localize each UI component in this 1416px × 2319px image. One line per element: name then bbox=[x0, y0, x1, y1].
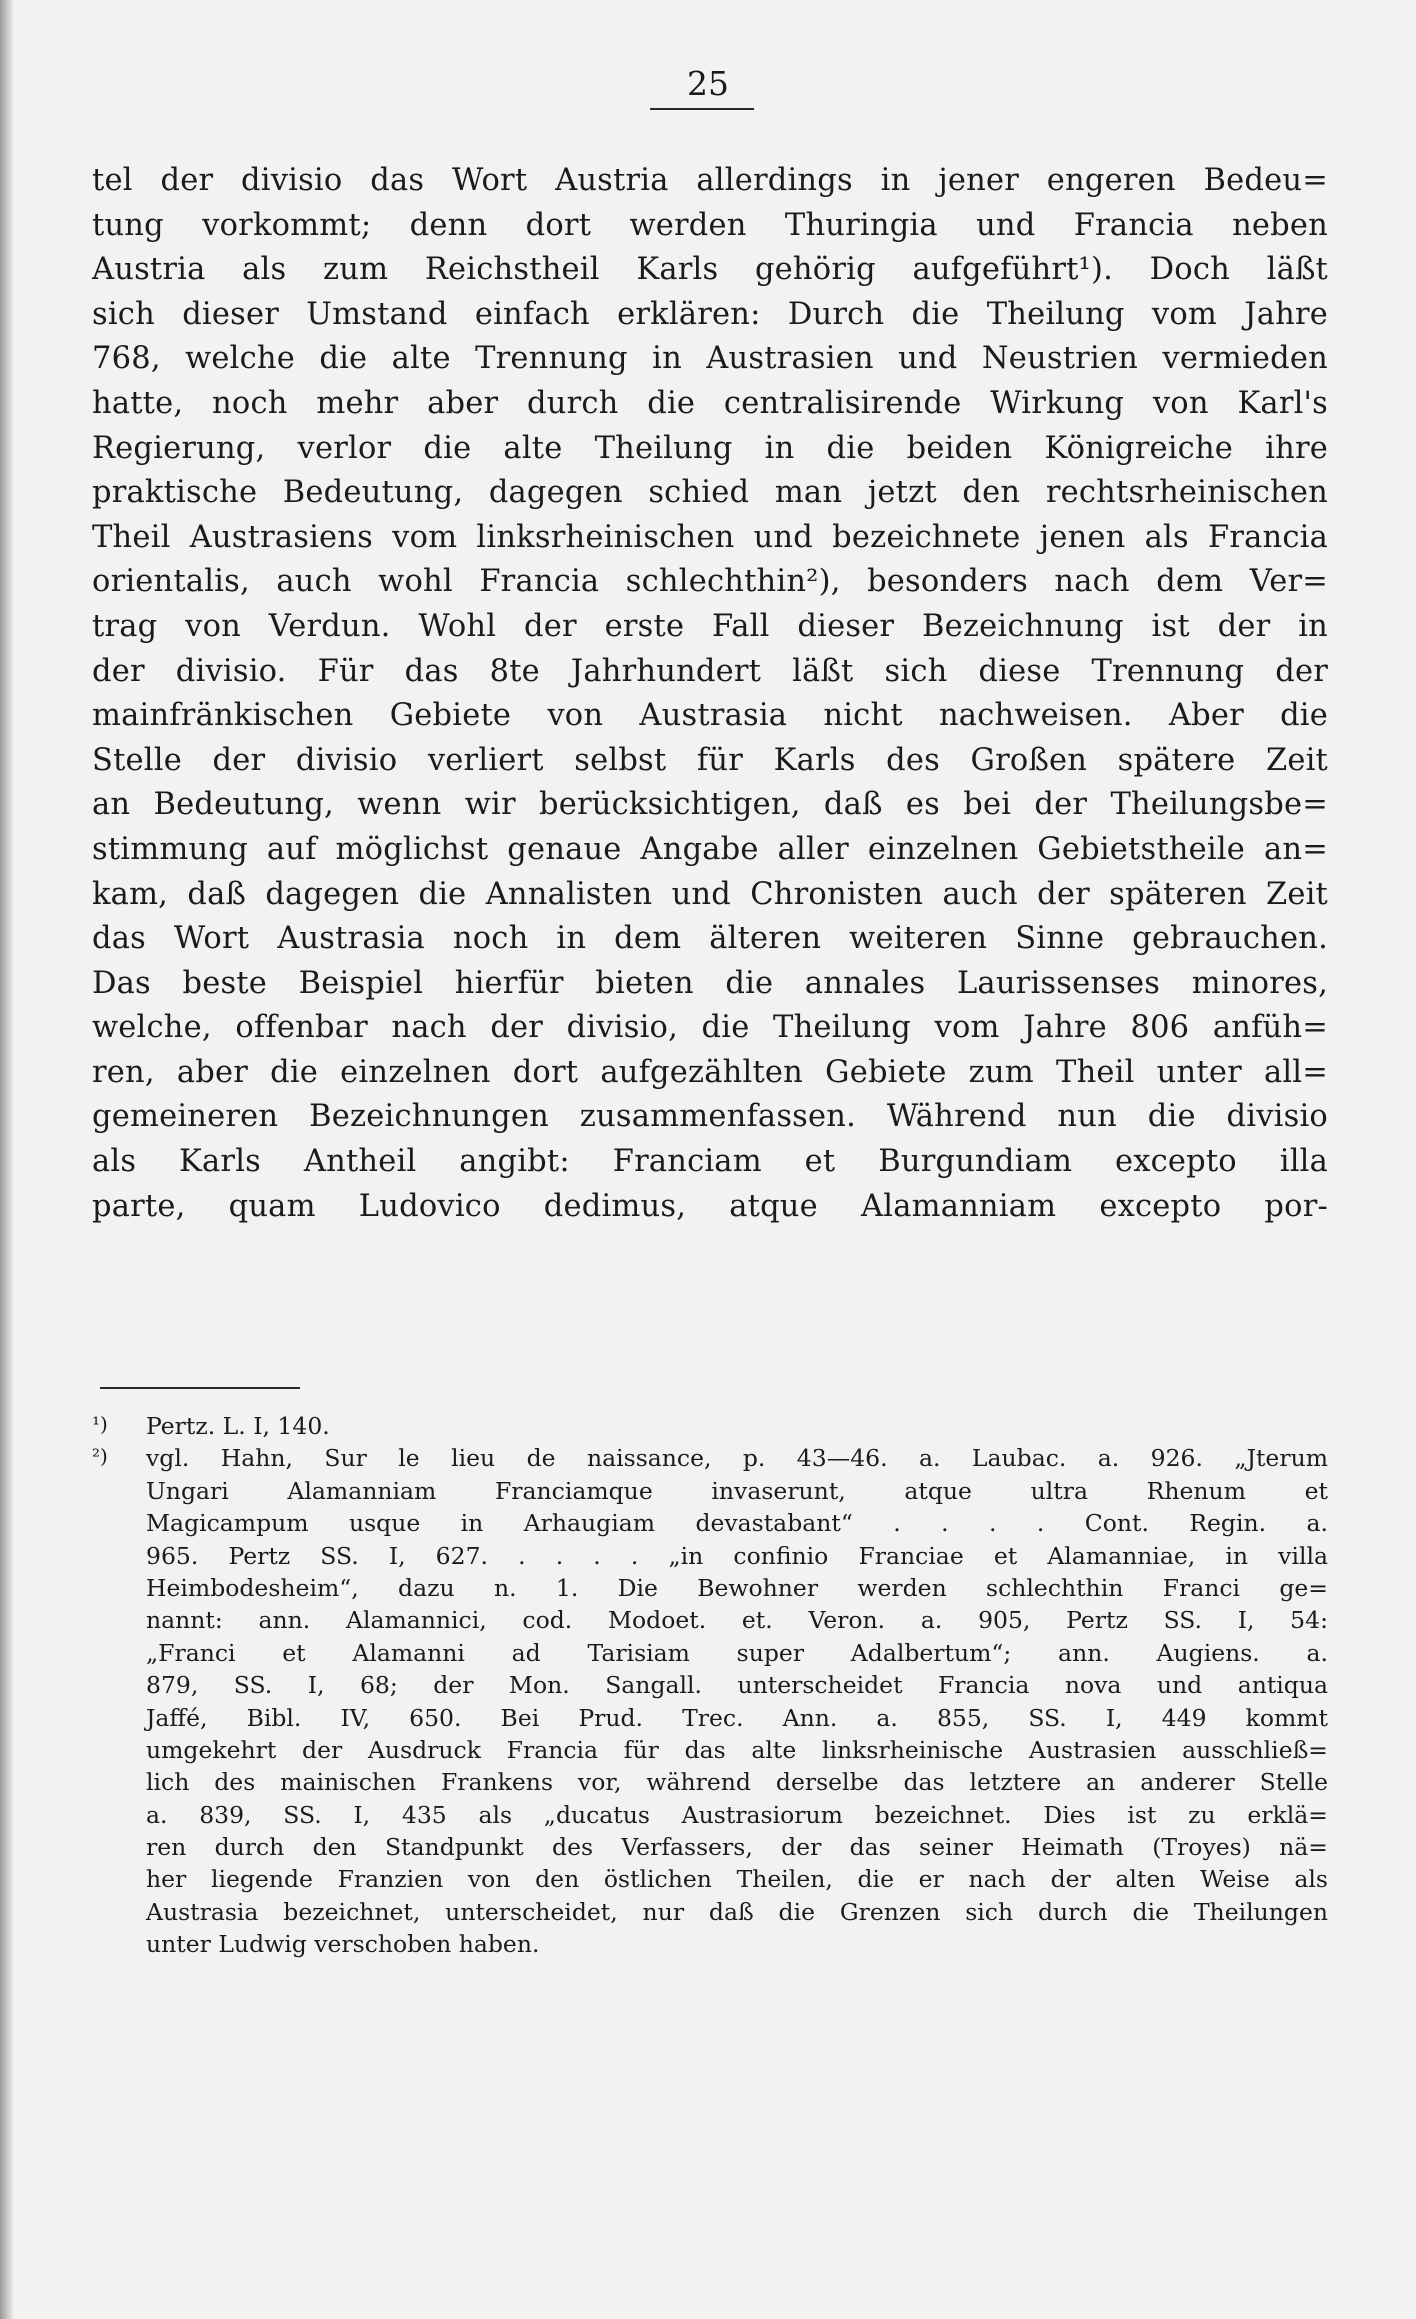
page-number: 25 bbox=[687, 64, 729, 103]
footnote-line: Ungari Alamanniam Franciamque invaserunt, atque ultra Rhenum et bbox=[146, 1476, 1328, 1505]
footnote-1 bbox=[92, 1410, 1328, 1442]
footnote-line: unter Ludwig verschoben haben. bbox=[146, 1930, 540, 1959]
body-line: mainfränkischen Gebiete von Austrasia nicht nachweisen. Aber die bbox=[92, 698, 1328, 734]
body-line: ren, aber die einzelnen dort aufgezählten Gebiete zum Theil unter all= bbox=[92, 1054, 1328, 1090]
body-line: als Karls Antheil angibt: Franciam et Burgundiam excepto illa bbox=[92, 1144, 1328, 1180]
footnote-line: her liegende Franzien von den östlichen Theilen, die er nach der alten Weise als bbox=[146, 1865, 1328, 1894]
footnote-line: 965. Pertz SS. I, 627. . . . . „in confinio Franciae et Alamanniae, in villa bbox=[146, 1541, 1328, 1570]
body-line: Regierung, verlor die alte Theilung in die beiden Königreiche ihre bbox=[92, 430, 1328, 466]
body-line: Stelle der divisio verliert selbst für Karls des Großen spätere Zeit bbox=[92, 742, 1328, 778]
footnote-line: a. 839, SS. I, 435 als „ducatus Austrasiorum bezeichnet. Dies ist zu erklä= bbox=[146, 1800, 1328, 1829]
body-text bbox=[92, 159, 1328, 1229]
body-line: kam, daß dagegen die Annalisten und Chronisten auch der späteren Zeit bbox=[92, 876, 1328, 912]
footnote-line: 879, SS. I, 68; der Mon. Sangall. unterscheidet Francia nova und antiqua bbox=[146, 1671, 1328, 1700]
body-line: stimmung auf möglichst genaue Angabe aller einzelnen Gebietstheile an= bbox=[92, 831, 1328, 867]
body-line: Austria als zum Reichstheil Karls gehörig aufgeführt¹). Doch läßt bbox=[92, 252, 1328, 288]
body-line: der divisio. Für das 8te Jahrhundert läßt sich diese Trennung der bbox=[92, 653, 1328, 689]
footnote-line: ren durch den Standpunkt des Verfassers, der das seiner Heimath (Troyes) nä= bbox=[146, 1833, 1328, 1862]
footnotes bbox=[92, 1410, 1328, 1961]
footnote-line: nannt: ann. Alamannici, cod. Modoet. et. Veron. a. 905, Pertz SS. I, 54: bbox=[146, 1606, 1328, 1635]
footnote-marker: ²) bbox=[92, 1444, 108, 1469]
body-line: trag von Verdun. Wohl der erste Fall dieser Bezeichnung ist der in bbox=[92, 608, 1328, 644]
footnote-line: „Franci et Alamanni ad Tarisiam super Adalbertum“; ann. Augiens. a. bbox=[146, 1638, 1328, 1667]
footnote-text: Pertz. L. I, 140. bbox=[146, 1412, 330, 1440]
footnote-line: Austrasia bezeichnet, unterscheidet, nur daß die Grenzen sich durch die Theilungen bbox=[146, 1897, 1328, 1926]
footnote-line: Heimbodesheim“, dazu n. 1. Die Bewohner werden schlechthin Franci ge= bbox=[146, 1573, 1328, 1602]
body-line: das Wort Austrasia noch in dem älteren weiteren Sinne gebrauchen. bbox=[92, 921, 1328, 957]
body-line: sich dieser Umstand einfach erklären: Durch die Theilung vom Jahre bbox=[92, 296, 1328, 332]
footnote-line: Magicampum usque in Arhaugiam devastabant“ . . . . Cont. Regin. a. bbox=[146, 1509, 1328, 1538]
body-line: hatte, noch mehr aber durch die centralisirende Wirkung von Karl's bbox=[92, 385, 1328, 421]
body-line: Das beste Beispiel hierfür bieten die annales Laurissenses minores, bbox=[92, 965, 1328, 1001]
footnote-line: Jaffé, Bibl. IV, 650. Bei Prud. Trec. Ann. a. 855, SS. I, 449 kommt bbox=[146, 1703, 1328, 1732]
body-line: tung vorkommt; denn dort werden Thuringia und Francia neben bbox=[92, 207, 1328, 243]
footnote-text: vgl. Hahn, Sur le lieu de naissance, p. 43—46. a. Laubac. a. 926. „Jterum bbox=[146, 1444, 1328, 1473]
body-line: welche, offenbar nach der divisio, die Theilung vom Jahre 806 anfüh= bbox=[92, 1010, 1328, 1046]
footnote-rule bbox=[100, 1387, 300, 1389]
footnote-line: lich des mainischen Frankens vor, während derselbe das letztere an anderer Stelle bbox=[146, 1768, 1328, 1797]
body-line: tel der divisio das Wort Austria allerdings in jener engeren Bedeu= bbox=[92, 163, 1328, 198]
body-line: praktische Bedeutung, dagegen schied man jetzt den rechtsrheinischen bbox=[92, 475, 1328, 511]
body-line: parte, quam Ludovico dedimus, atque Alamanniam excepto por- bbox=[92, 1188, 1328, 1224]
footnote-line bbox=[92, 1410, 1328, 1442]
page-gutter-shadow bbox=[0, 0, 14, 2319]
footnote-line bbox=[92, 1442, 1328, 1474]
footnote-2 bbox=[92, 1442, 1328, 1960]
footnote-marker: ¹) bbox=[92, 1412, 108, 1436]
body-line: Theil Austrasiens vom linksrheinischen und bezeichnete jenen als Francia bbox=[92, 519, 1328, 555]
body-line: 768, welche die alte Trennung in Austrasien und Neustrien vermieden bbox=[92, 341, 1328, 377]
body-line: orientalis, auch wohl Francia schlechthin²), besonders nach dem Ver= bbox=[92, 564, 1328, 600]
body-line: gemeineren Bezeichnungen zusammenfassen. Während nun die divisio bbox=[92, 1099, 1328, 1135]
page-number-rule bbox=[650, 108, 754, 110]
body-line: an Bedeutung, wenn wir berücksichtigen, daß es bei der Theilungsbe= bbox=[92, 787, 1328, 823]
footnote-line: umgekehrt der Ausdruck Francia für das alte linksrheinische Austrasien ausschließ= bbox=[146, 1735, 1328, 1764]
